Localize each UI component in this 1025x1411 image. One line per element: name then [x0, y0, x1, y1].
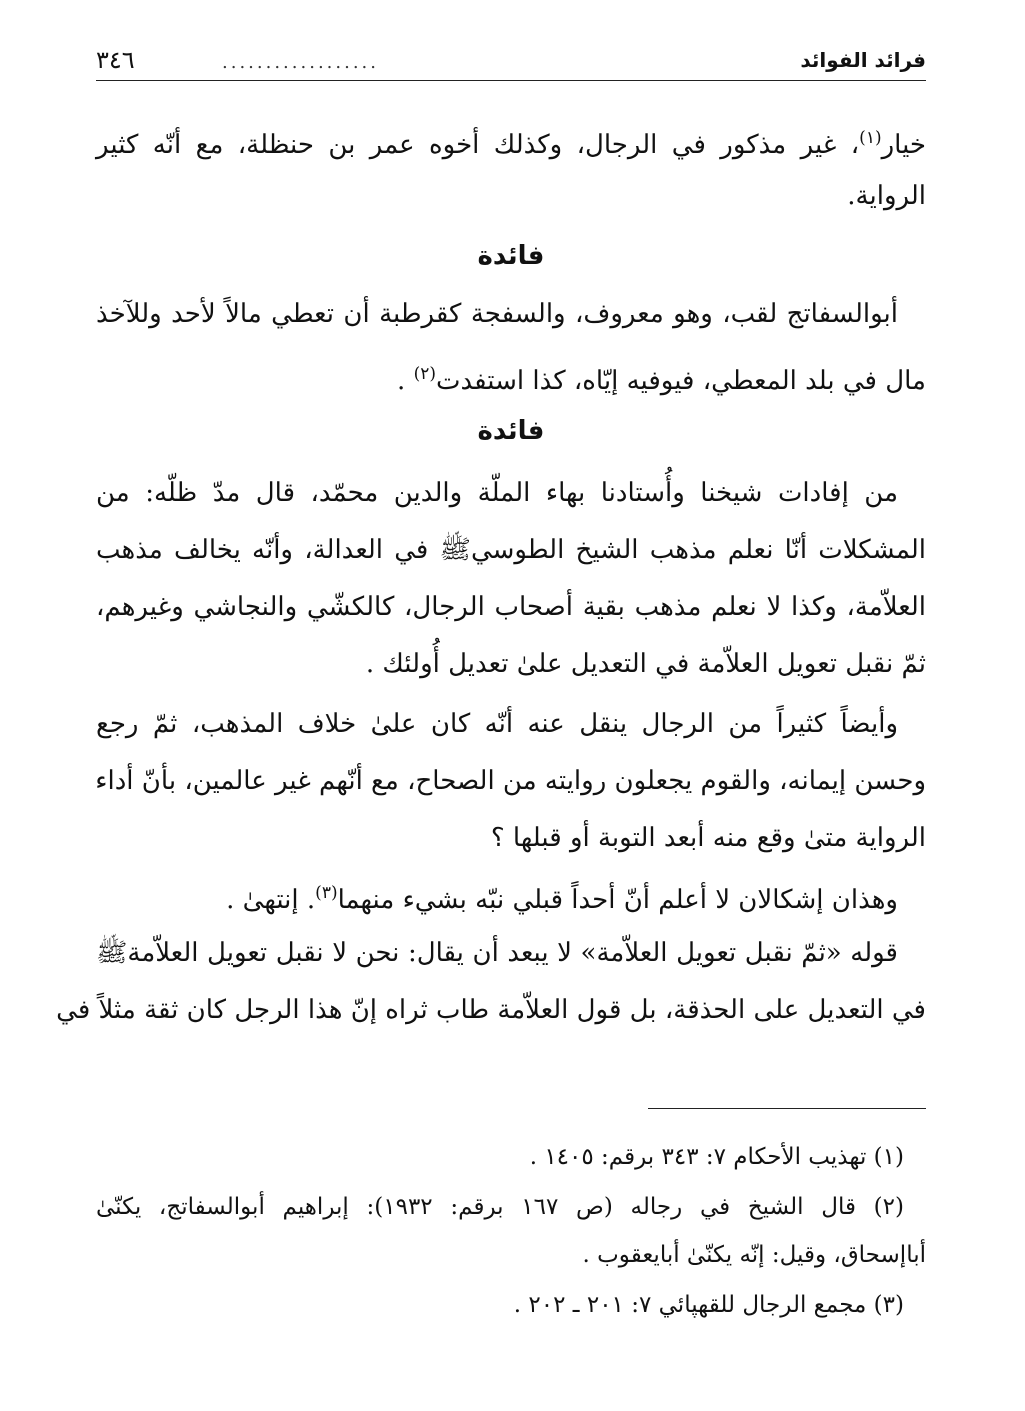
text-run: مال في بلد المعطي، فيوفيه إيّاه، كذا استفدت: [436, 366, 926, 396]
text-run: .: [397, 366, 414, 396]
text-line: قوله «ثمّ نقبل تعويل العلاّمة» لا يبعد أن يقال: نحن لا نقبل تعويل العلاّمةﷺ: [96, 938, 898, 968]
main-text: [56, 108, 926, 1058]
footnote-2-cont: أباإسحاق، وقيل: إنّه يكنّىٰ أبايعقوب .: [582, 1242, 926, 1268]
text-line: [96, 344, 926, 404]
footnote-ref: (٢): [413, 364, 436, 384]
text-line: في التعديل على الحذقة، بل قول العلاّمة طاب ثراه إنّ هذا الرجل كان ثقة مثلاً في: [56, 995, 926, 1025]
section-heading: فائدة: [477, 416, 545, 446]
text-line: الرواية متىٰ وقع منه أبعد التوبة أو قبلها ؟: [490, 823, 926, 853]
section-heading: فائدة: [477, 241, 545, 271]
text-line: ثمّ نقبل تعويل العلاّمة في التعديل علىٰ تعديل أُولئك .: [365, 649, 926, 679]
footnote-ref: (٣): [315, 883, 338, 903]
header-dots: ..................: [222, 52, 379, 73]
footnote-divider: [648, 1108, 926, 1109]
text-line: [96, 863, 926, 923]
text-line: الرواية.: [847, 181, 926, 211]
text-line: أبوالسفاتج لقب، وهو معروف، والسفجة كقرطبة أن تعطي مالاً لأحد وللآخذ: [96, 299, 898, 329]
text-line: المشكلات أنّا نعلم مذهب الشيخ الطوسيﷺ في العدالة، وأنّه يخالف مذهب: [96, 535, 926, 565]
book-title: فرائد الفوائد: [800, 48, 926, 72]
header-right: [800, 50, 926, 70]
text-line: العلاّمة، وكذا لا نعلم مذهب بقية أصحاب الرجال، كالكشّي والنجاشي وغيرهم،: [96, 592, 926, 622]
text-run: ، غير مذكور في الرجال، وكذلك أخوه عمر بن حنظلة، مع أنّه كثير: [96, 130, 860, 160]
text-run: . إنتهىٰ .: [226, 885, 316, 915]
text-line: [96, 108, 926, 168]
text-run: خيار: [881, 130, 926, 160]
footnote-ref: (١): [859, 128, 882, 148]
text-line: من إفادات شيخنا وأُستادنا بهاء الملّة والدين محمّد، قال مدّ ظلّه: من: [96, 478, 898, 508]
footnote-2: (٢) قال الشيخ في رجاله (ص ١٦٧ برقم: ١٩٣٢): إبراهيم أبوالسفاتج، يكنّىٰ: [96, 1194, 904, 1220]
footnote-3: (٣) مجمع الرجال للقهپائي ٧: ٢٠١ ـ ٢٠٢ .: [513, 1292, 904, 1318]
page-number: ٣٤٦: [96, 46, 135, 74]
text-line: وحسن إيمانه، والقوم يجعلون روايته من الصحاح، مع أنّهم غير عالمين، بأنّ أداء: [95, 766, 926, 796]
text-line: وأيضاً كثيراً من الرجال ينقل عنه أنّه كان علىٰ خلاف المذهب، ثمّ رجع: [96, 709, 898, 739]
footnote-1: (١) تهذيب الأحكام ٧: ٣٤٣ برقم: ١٤٠٥ .: [529, 1144, 904, 1170]
text-run: وهذان إشكالان لا أعلم أنّ أحداً قبلي نبّه بشيء منهما: [337, 885, 898, 915]
page-header: [96, 40, 926, 81]
